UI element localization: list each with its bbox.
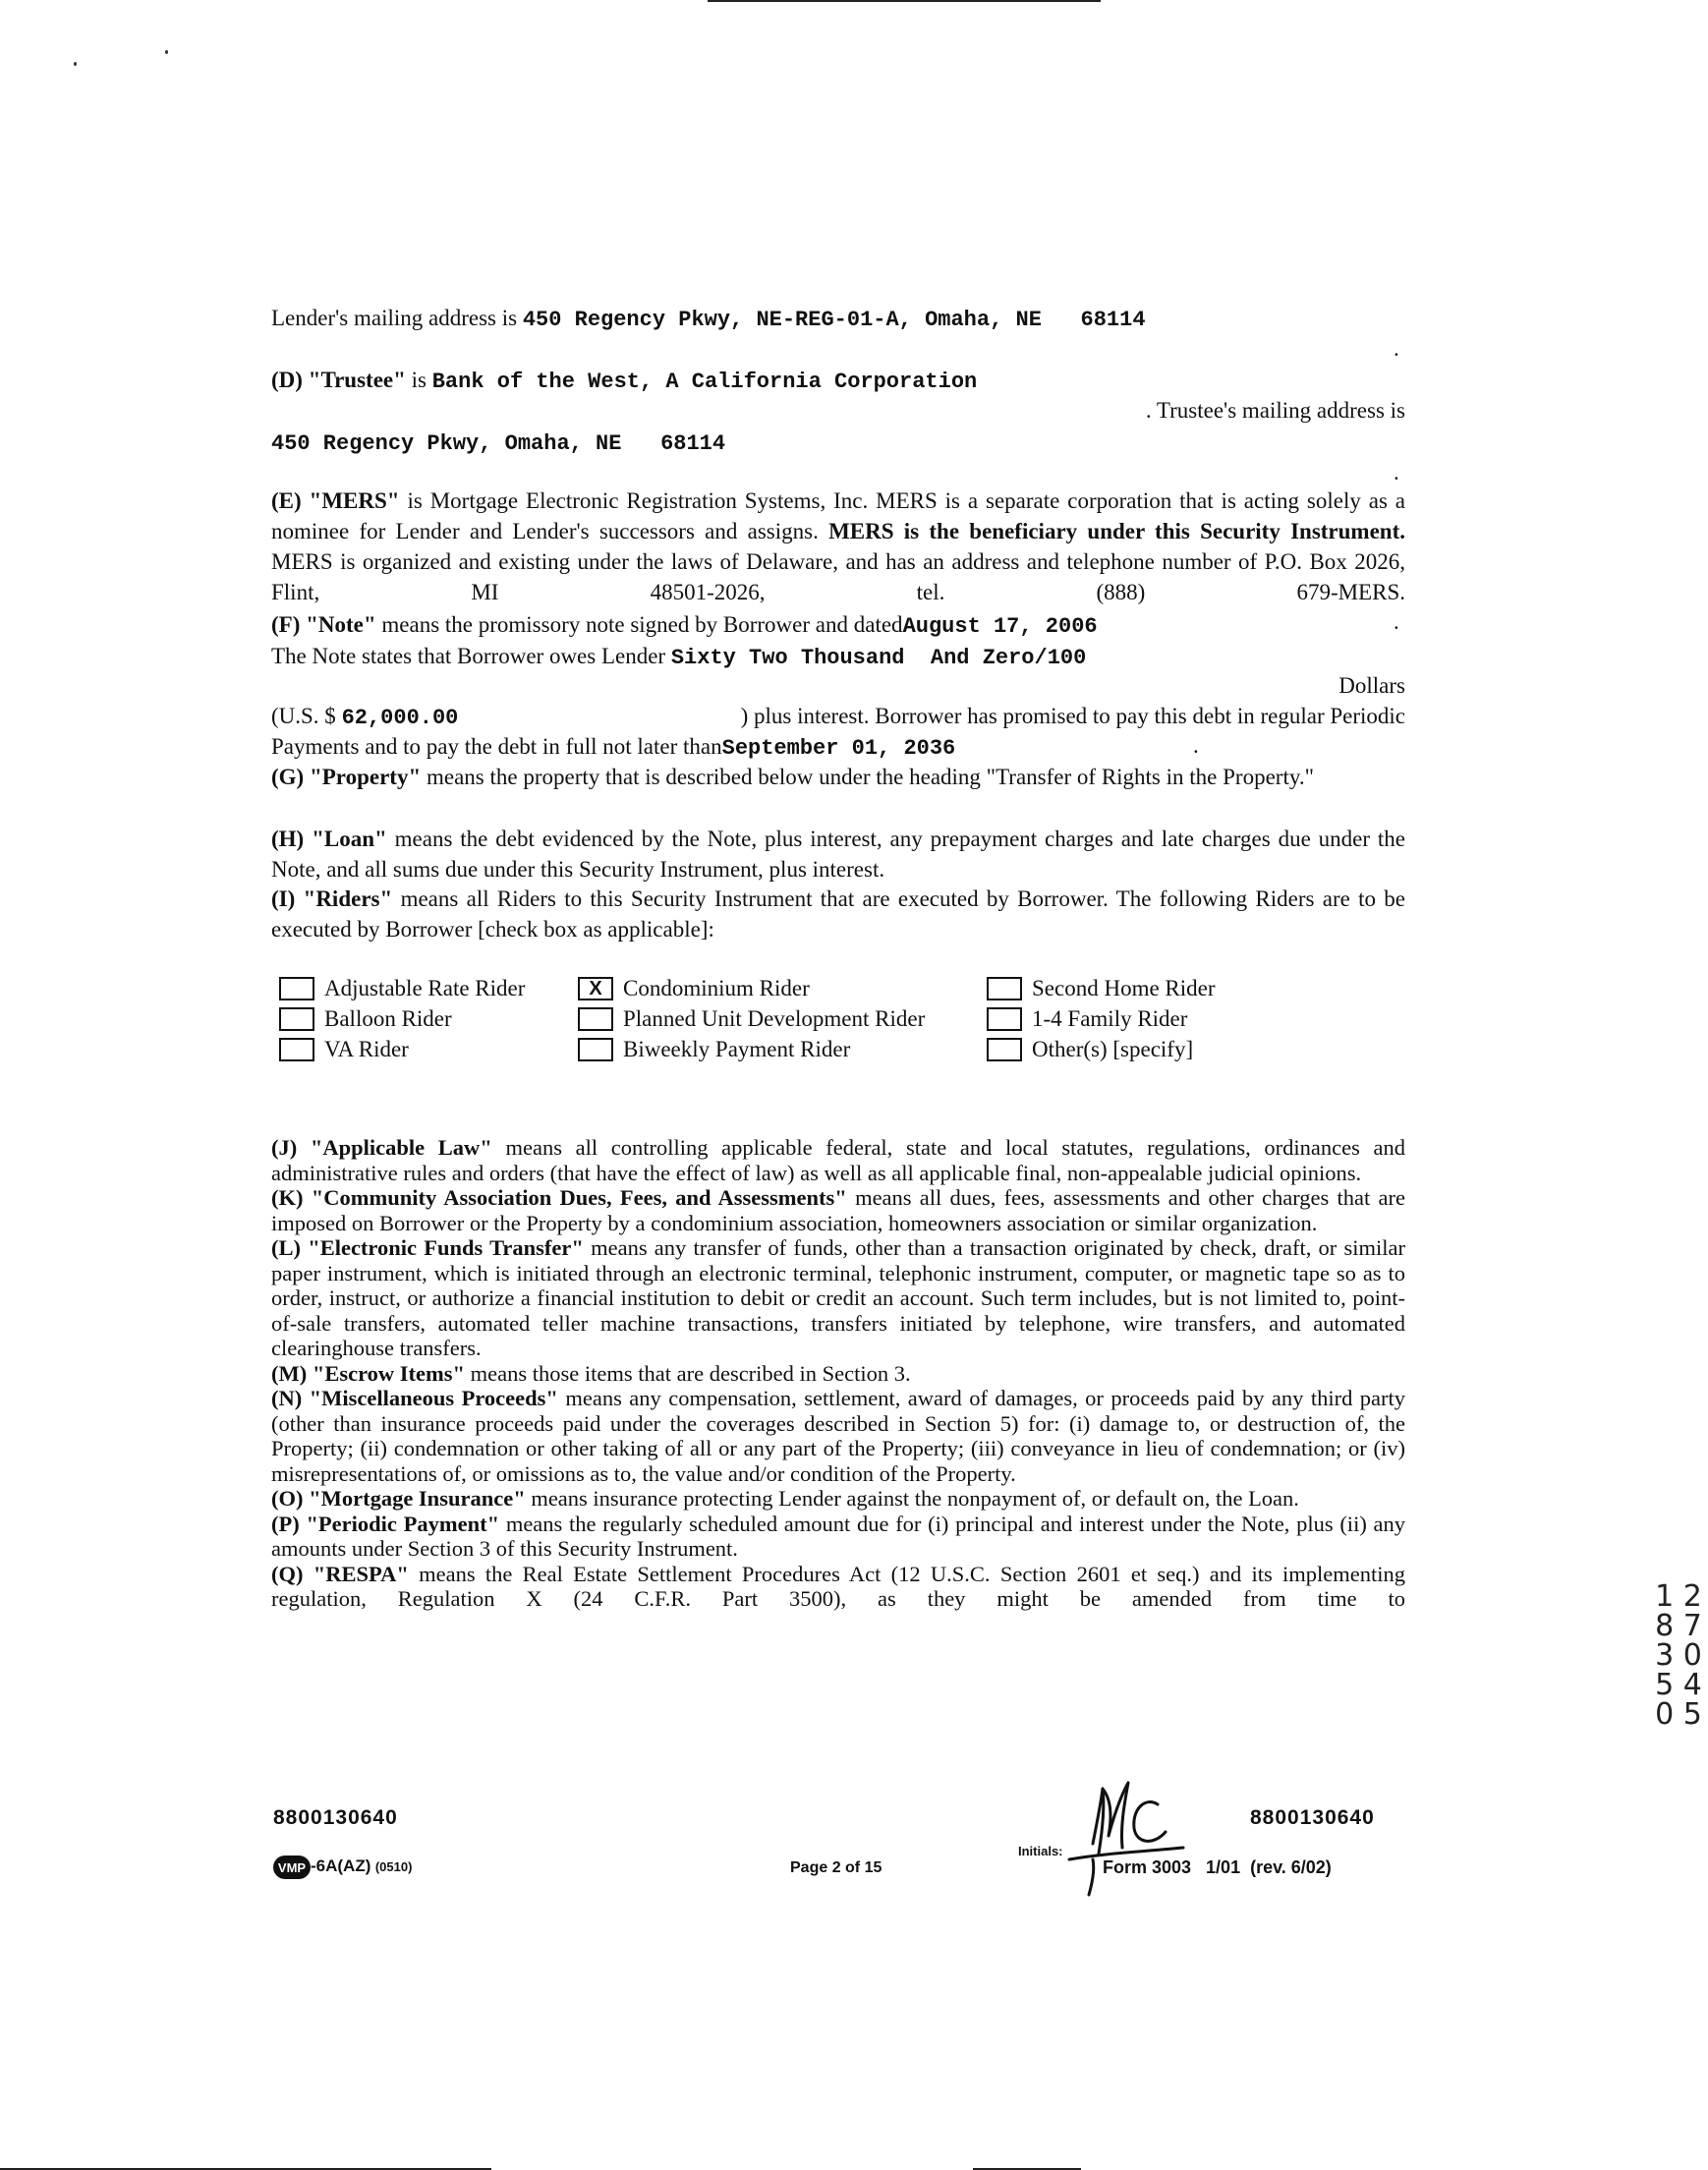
riders-row [279, 1005, 1399, 1033]
riders-text: means all Riders to this Security Instrument that are executed by Borrower. The following Riders are to be executed by Borrower [check box as applicable]: [271, 886, 1406, 942]
rider-condominium[interactable] [578, 975, 810, 1002]
mers-label: (E) "MERS" [271, 488, 400, 513]
mers-beneficiary-bold: MERS is the beneficiary under this Security Instrument. [828, 519, 1406, 543]
escrow-text: means those items that are described in Section 3. [470, 1360, 911, 1386]
rider-label: Other(s) [specify] [1032, 1037, 1194, 1061]
note-amount-words: Sixty Two Thousand And Zero/100 [670, 646, 1087, 670]
checkbox-other[interactable] [987, 1038, 1022, 1061]
escrow-definition [271, 1361, 1405, 1387]
rider-other[interactable] [987, 1036, 1193, 1063]
top-edge-line [708, 0, 1101, 2]
respa-label: (Q) "RESPA" [271, 1561, 409, 1586]
lender-address-value: 450 Regency Pkwy, NE-REG-01-A, Omaha, NE 68114 [522, 308, 1146, 332]
community-association-definition [271, 1185, 1405, 1235]
initials-signature [1063, 1775, 1191, 1901]
us-prefix: (U.S. $ [271, 704, 336, 728]
trustee-address-label-line [271, 395, 1405, 426]
rider-pud[interactable] [578, 1005, 925, 1033]
loan-number-left: 8800130640 [273, 1806, 398, 1829]
trustee-address-label: . Trustee's mailing address is [1145, 398, 1405, 423]
definitions-j-to-q [271, 1135, 1405, 1612]
riders-label: (I) "Riders" [271, 886, 393, 911]
rider-adjustable-rate[interactable] [279, 975, 525, 1002]
rider-one-four-family[interactable] [987, 1005, 1187, 1033]
rider-label: 1-4 Family Rider [1032, 1006, 1188, 1031]
periodic-payment-label: (P) "Periodic Payment" [271, 1511, 500, 1536]
note-date: August 17, 2006 [902, 614, 1098, 639]
applicable-law-text: means all controlling applicable federal, state and local statutes, regulations, ordinances and administrative rules and orders (that have the effect of law) as well as all applicable final, non-appealable judicial opinions. [271, 1135, 1405, 1185]
checkbox-va[interactable] [279, 1038, 314, 1061]
eft-definition [271, 1235, 1405, 1361]
trustee-address: 450 Regency Pkwy, Omaha, NE 68114 [271, 431, 726, 456]
misc-proceeds-definition [271, 1386, 1405, 1486]
note-definition [271, 609, 1405, 642]
mortgage-insurance-label: (O) "Mortgage Insurance" [271, 1486, 526, 1511]
loan-text: means the debt evidenced by the Note, plus interest, any prepayment charges and late charges due under the Note, and all sums due under this Security Instrument, plus interest. [271, 827, 1405, 882]
scan-speck [74, 62, 77, 66]
checkbox-adjustable-rate[interactable] [279, 977, 314, 1000]
vmp-form-code [273, 1856, 412, 1879]
property-label: (G) "Property" [271, 765, 422, 789]
rider-label: Balloon Rider [324, 1006, 452, 1031]
note-text: means the promissory note signed by Borrower and dated [381, 612, 903, 637]
trailing-period: . [1394, 609, 1399, 634]
rider-label: Biweekly Payment Rider [623, 1037, 851, 1061]
payments-text: Payments and to pay the debt in full not later than [271, 734, 722, 759]
loan-number-right: 8800130640 [1250, 1806, 1375, 1829]
rider-biweekly[interactable] [578, 1036, 850, 1063]
mers-text-1: is Mortgage Electronic Registration Systems, Inc. MERS is a separate corporation that is acting solely as a nominee for Lender and Lender's successors and assigns. [271, 488, 1406, 543]
rider-label: VA Rider [324, 1037, 409, 1061]
note-maturity-date: September 01, 2036 [721, 736, 956, 761]
mortgage-insurance-definition [271, 1486, 1405, 1512]
note-owes-text: The Note states that Borrower owes Lender [271, 644, 666, 668]
trustee-name: Bank of the West, A California Corporation [431, 370, 978, 394]
misc-proceeds-text: means any compensation, settlement, award of damages, or proceeds paid by any third party (other than insurance proceeds paid under the coverages described in Section 5) for: (i) damage to, or destruction of, the Property; (ii) condemnation or other taking of all or any part of the Property; (iii) conveyance in lieu of condemnation; or (iv) misrepresentations of, or omissions as to, the value and/or condition of the Property. [271, 1386, 1406, 1486]
vmp-logo-badge: VMP [273, 1856, 311, 1879]
trailing-period: . [1394, 460, 1399, 485]
plus-interest-text: ) plus interest. Borrower has promised to pay this debt in regular Periodic [740, 704, 1405, 728]
form-number: Form 3003 1/01 (rev. 6/02) [1103, 1857, 1332, 1877]
checkbox-one-four-family[interactable] [987, 1007, 1022, 1031]
periodic-payment-definition [271, 1512, 1405, 1562]
community-association-label: (K) "Community Association Dues, Fees, and Assessments" [271, 1185, 847, 1210]
rider-second-home[interactable] [987, 975, 1216, 1002]
lender-address-prefix: Lender's mailing address is [271, 306, 518, 330]
mers-definition [271, 485, 1405, 607]
checkbox-pud[interactable] [578, 1007, 613, 1031]
rider-label: Condominium Rider [623, 976, 810, 1000]
mers-text-2: MERS is organized and existing under the laws of Delaware, and has an address and telephone number of P.O. Box 2026, Flint, MI 48501-2026, tel. (888) 679-MERS. [271, 549, 1405, 604]
initials-label: Initials: [1018, 1844, 1063, 1858]
note-label: (F) "Note" [271, 612, 376, 637]
rider-va[interactable] [279, 1036, 409, 1063]
rider-label: Second Home Rider [1032, 976, 1216, 1000]
escrow-label: (M) "Escrow Items" [271, 1360, 466, 1386]
applicable-law-label: (J) "Applicable Law" [271, 1135, 492, 1160]
checkbox-biweekly[interactable] [578, 1038, 613, 1061]
periodic-payment-text: means the regularly scheduled amount due for (i) principal and interest under the Note, plus (ii) any amounts under Section 3 of this Security Instrument. [271, 1511, 1406, 1561]
respa-definition [271, 1562, 1405, 1612]
lender-mailing-address [271, 303, 1405, 335]
trustee-is: is [411, 368, 427, 392]
applicable-law-definition [271, 1135, 1405, 1185]
dollars-word: Dollars [1338, 673, 1405, 698]
trustee-address-line [271, 427, 1405, 459]
eft-label: (L) "Electronic Funds Transfer" [271, 1235, 584, 1260]
rider-balloon[interactable] [279, 1005, 452, 1033]
scan-speck [165, 50, 168, 54]
side-stamp-number: 1 2 8 7 3 0 5 4 0 5 [1655, 1579, 1702, 1732]
riders-definition [271, 884, 1405, 944]
rider-label: Planned Unit Development Rider [623, 1006, 926, 1031]
riders-row [279, 1036, 1399, 1063]
loan-label: (H) "Loan" [271, 827, 387, 851]
note-owes-line [271, 641, 1405, 673]
trailing-period: . [1193, 733, 1199, 758]
checkbox-second-home[interactable] [987, 977, 1022, 1000]
trailing-period: . [1394, 336, 1399, 361]
form-code: -6A(AZ) [311, 1856, 371, 1876]
rider-label: Adjustable Rate Rider [324, 976, 526, 1000]
payments-line [271, 731, 1405, 764]
page-number: Page 2 of 15 [790, 1859, 882, 1876]
form-rev: (0510) [374, 1859, 413, 1875]
mortgage-insurance-text: means insurance protecting Lender against the nonpayment of, or default on, the Loan. [531, 1486, 1299, 1511]
property-text: means the property that is described below under the heading "Transfer of Rights in the Property." [426, 765, 1314, 789]
note-amount: 62,000.00 [341, 706, 459, 730]
checkbox-balloon[interactable] [279, 1007, 314, 1031]
trustee-label: (D) "Trustee" [271, 368, 406, 392]
loan-definition [271, 824, 1405, 885]
plus-interest-line [625, 701, 1405, 731]
trustee-definition [271, 365, 1405, 397]
eft-text: means any transfer of funds, other than a transaction originated by check, draft, or similar paper instrument, which is initiated through an electronic terminal, telephonic instrument, computer, or magnetic tape so as to order, instruct, or authorize a financial institution to debit or credit an account. Such term includes, but is not limited to, point-of-sale transfers, automated teller machine transactions, transfers initiated by telephone, wire transfers, and automated clearinghouse transfers. [271, 1235, 1405, 1360]
dollars-line [271, 670, 1405, 701]
misc-proceeds-label: (N) "Miscellaneous Proceeds" [271, 1386, 558, 1410]
property-definition [271, 762, 1405, 792]
riders-row [279, 975, 1399, 1002]
community-association-text: means all dues, fees, assessments and other charges that are imposed on Borrower or the Property by a condominium association, homeowners association or similar organization. [271, 1185, 1406, 1235]
checkbox-condominium[interactable]: X [578, 977, 613, 1000]
respa-text: means the Real Estate Settlement Procedures Act (12 U.S.C. Section 2601 et seq.) and its implementing regulation, Regulation X (24 C.F.R. Part 3500), as they might be amended from time to [271, 1561, 1406, 1611]
